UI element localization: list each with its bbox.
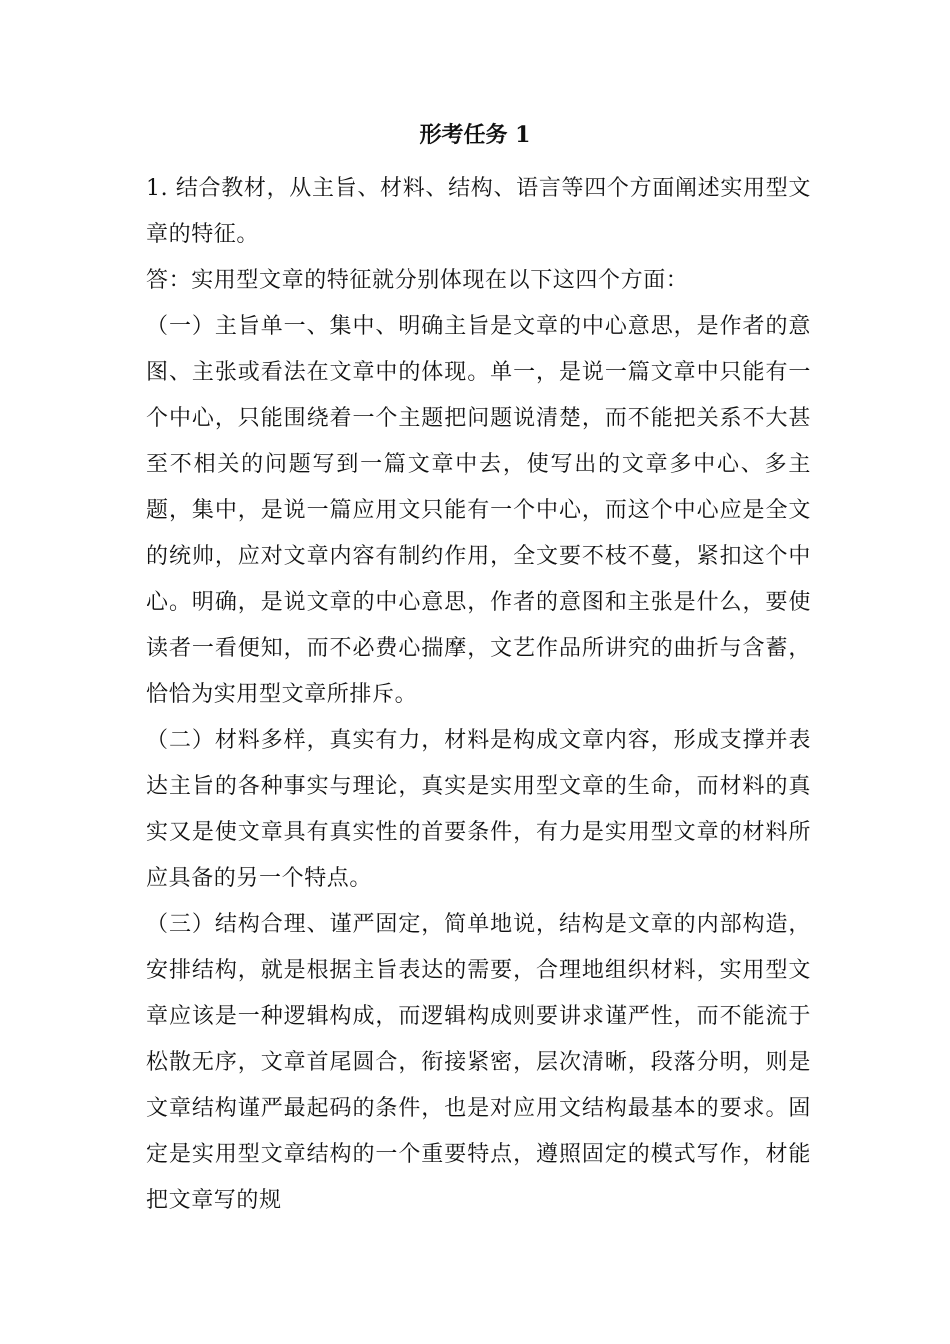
section-two-paragraph: （二）材料多样，真实有力，材料是构成文章内容，形成支撑并表达主旨的各种事实与理论，真实是实用型文章的生命，而材料的真实又是使文章具有真实性的首要条件，有力是实用型文章的材料所应具备的另一个特点。 (146, 728, 811, 891)
answer-intro-paragraph: 答：实用型文章的特征就分别体现在以下这四个方面： (146, 268, 689, 293)
document-title: 形考任务 1 (419, 122, 531, 148)
document-body (146, 166, 811, 1224)
section-one-paragraph: （一）主旨单一、集中、明确主旨是文章的中心意思，是作者的意图、主张或看法在文章中的体现。单一，是说一篇文章中只能有一个中心，只能围绕着一个主题把问题说清楚，而不能把关系不大甚至不相关的问题写到一篇文章中去，使写出的文章多中心、多主题，集中，是说一篇应用文只能有一个中心，而这个中心应是全文的统帅，应对文章内容有制约作用，全文要不枝不蔓，紧扣这个中心。明确，是说文章的中心意思，作者的意图和主张是什么，要使读者一看便知，而不必费心揣摩，文艺作品所讲究的曲折与含蓄，恰恰为实用型文章所排斥。 (146, 314, 811, 707)
question-paragraph: 1. 结合教材，从主旨、材料、结构、语言等四个方面阐述实用型文章的特征。 (146, 176, 811, 247)
section-three-paragraph: （三）结构合理、谨严固定，简单地说，结构是文章的内部构造，安排结构，就是根据主旨表达的需要，合理地组织材料，实用型文章应该是一种逻辑构成，而逻辑构成则要讲求谨严性，而不能流于松散无序，文章首尾圆合，衔接紧密，层次清晰，段落分明，则是文章结构谨严最起码的条件，也是对应用文结构最基本的要求。固定是实用型文章结构的一个重要特点，遵照固定的模式写作，材能把文章写的规 (146, 912, 811, 1213)
